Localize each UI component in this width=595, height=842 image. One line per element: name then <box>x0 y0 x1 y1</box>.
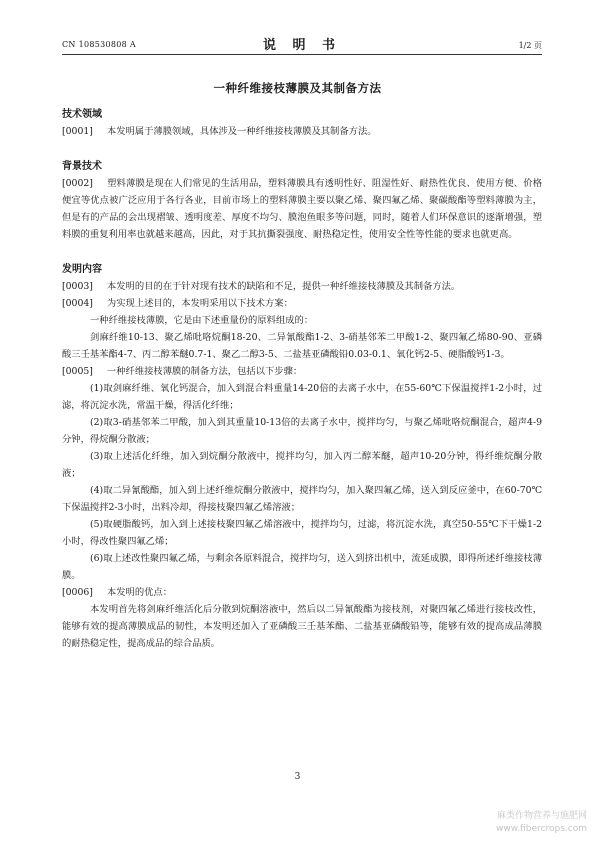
section-label: 说 明 书 <box>262 38 342 53</box>
step-1: (1)取剑麻纤维、氧化钙混合，加入到混合料重量14-20倍的去离子水中，在55-60℃下保温搅拌1-2小时，过滤，将沉淀水洗，常温干燥，得活化纤维； <box>62 383 542 411</box>
paragraph-0003 <box>62 278 542 295</box>
paragraph-text: 本发明属于薄膜领域，具体涉及一种纤维接枝薄膜及其制备方法。 <box>106 126 377 137</box>
paragraph-number: [0004] <box>62 298 93 309</box>
paragraph-number: [0006] <box>62 587 93 598</box>
patent-number: CN 108530808 A <box>62 40 136 49</box>
paragraph-text: 一种纤维接枝薄膜的制备方法，包括以下步骤： <box>106 366 303 377</box>
paragraph-0006-detail: 本发明首先将剑麻纤维活化后分散到烷酮溶液中，然后以二异氰酸酯为接枝剂，对聚四氟乙烯进行接枝改性，能够有效的提高薄膜成品的韧性，本发明还加入了亚磷酸三壬基苯酯、二盐基亚磷酸铅等，能够有效的提高成品薄膜的耐热稳定性，提高成品的综合品质。 <box>62 604 542 649</box>
paragraph-0006 <box>62 584 542 601</box>
paragraph-number: [0001] <box>62 126 93 137</box>
document-header <box>62 34 542 55</box>
paragraph-number: [0002] <box>62 178 93 189</box>
paragraph-text: 塑料薄膜是现在人们常见的生活用品，塑料薄膜具有透明性好、阻湿性好、耐热性优良、使用方便、价格便宜等优点被广泛应用于各行各业，目前市场上的塑料薄膜主要以聚乙烯、聚四氟乙烯、聚碳酸酯等塑料薄膜为主，但是有的产品的会出现褶皱、透明度差、厚度不均匀、膜泡鱼眼多等问题，同时，随着人们环保意识的逐渐增强，塑料膜的重复利用率也就越来越高，因此，对于其抗撕裂强度、耐热稳定性，使用安全性等性能的要求也就更高。 <box>62 178 542 240</box>
page-number: 3 <box>294 772 301 782</box>
section-heading-background: 背景技术 <box>62 161 102 172</box>
paragraph-0004-line2: 一种纤维接枝薄膜，它是由下述重量份的原料组成的： <box>90 315 314 326</box>
paragraph-text: 本发明的优点： <box>106 587 173 598</box>
page-indicator: 1/2 页 <box>518 41 542 50</box>
section-heading-tech-field: 技术领域 <box>62 109 102 120</box>
watermark-site-name: 麻类作物营养与施肥网 <box>496 811 587 821</box>
step-4: (4)取二异氰酸酯，加入到上述纤维烷酮分散液中，搅拌均匀，加入聚四氟乙烯，送入到反应釜中，在60-70℃下保温搅拌2-3小时，出料冷却，得接枝聚四氟乙烯溶液； <box>62 485 542 513</box>
step-3: (3)取上述活化纤维，加入到烷酮分散液中，搅拌均匀，加入丙二醇苯醚，超声10-20分钟，得纤维烷酮分散液； <box>62 451 542 479</box>
paragraph-text: 本发明的目的在于针对现有技术的缺陷和不足，提供一种纤维接枝薄膜及其制备方法。 <box>106 281 461 292</box>
site-watermark <box>496 810 587 836</box>
step-2: (2)取3-硝基邻苯二甲酸，加入到其重量10-13倍的去离子水中，搅拌均匀，与聚乙烯吡咯烷酮混合，超声4-9分钟，得烷酮分散液； <box>62 417 542 445</box>
watermark-url: www.fibercrops.com <box>496 824 587 834</box>
document-title: 一种纤维接枝薄膜及其制备方法 <box>213 81 382 95</box>
paragraph-text: 为实现上述目的，本发明采用以下技术方案： <box>106 298 293 309</box>
paragraph-0005 <box>62 363 542 380</box>
section-heading-summary: 发明内容 <box>62 264 102 275</box>
document-body <box>62 106 542 652</box>
paragraph-number: [0003] <box>62 281 93 292</box>
step-5: (5)取硬脂酸钙，加入到上述接枝聚四氟乙烯溶液中，搅拌均匀，过滤，将沉淀水洗，真空50-55℃下干燥1-2小时，得改性聚四氟乙烯； <box>62 519 542 547</box>
paragraph-0001 <box>62 123 542 140</box>
step-6: (6)取上述改性聚四氟乙烯，与剩余各原料混合，搅拌均匀，送入到挤出机中，流延成膜，即得所述纤维接枝薄膜。 <box>62 553 542 581</box>
paragraph-0004-formula: 剑麻纤维10-13、聚乙烯吡咯烷酮18-20、二异氰酸酯1-2、3-硝基邻苯二甲酸1-2、聚四氟乙烯80-90、亚磷酸三壬基苯酯4-7、丙二醇苯醚0.7-1、聚乙二醇3-5、二盐基亚磷酸铅0.03-0.1、氧化钙2-5、硬脂酸钙1-3。 <box>62 332 542 360</box>
paragraph-0004 <box>62 295 542 312</box>
paragraph-number: [0005] <box>62 366 93 377</box>
paragraph-0002 <box>62 175 542 243</box>
